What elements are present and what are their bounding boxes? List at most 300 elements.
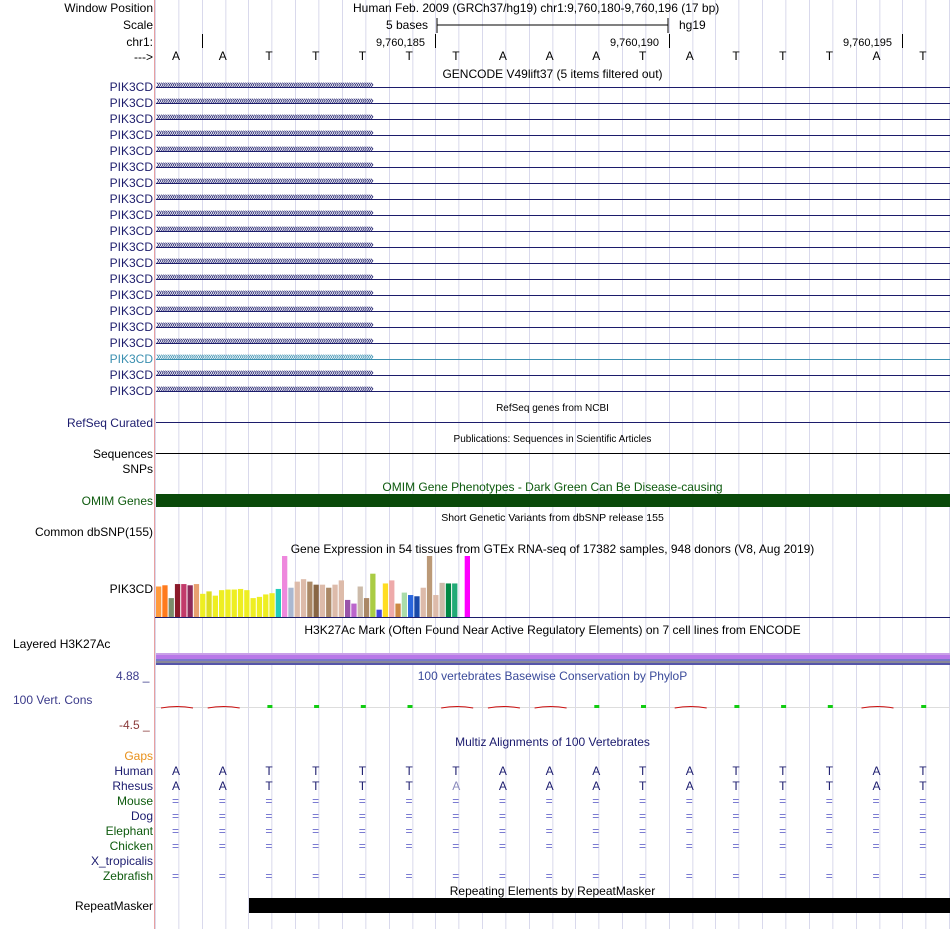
base-letter: T [825, 49, 834, 63]
alignment-base: T [312, 764, 320, 778]
gencode-gene-label[interactable]: PIK3CD [109, 80, 153, 94]
strand-arrows: ›››››››››››››››››››››››››››››››››››››››››››››››››››››››››››››››››››››››››››››››››››››››››››››››››››› [156, 208, 373, 219]
alignment-base: = [265, 809, 273, 823]
snps-label[interactable]: SNPs [122, 462, 153, 476]
label-column-separator [154, 0, 155, 929]
refseq-track-label[interactable]: RefSeq Curated [66, 416, 153, 430]
base-letter: T [639, 49, 647, 63]
alignment-base: = [825, 839, 833, 853]
alignment-base: A [685, 779, 694, 793]
base-letter: T [919, 49, 927, 63]
alignment-base: = [498, 824, 506, 838]
alignment-base: = [732, 794, 740, 808]
position-tick-2: 9,760,190 [610, 37, 659, 49]
species-label[interactable]: Elephant [105, 824, 153, 838]
gtex-tissue-bar[interactable] [175, 584, 180, 617]
alignment-base: = [685, 869, 693, 883]
base-letter: T [732, 49, 740, 63]
gencode-track-title: GENCODE V49lift37 (5 items filtered out) [442, 67, 663, 81]
alignment-base: T [405, 779, 413, 793]
gtex-tissue-bar[interactable] [269, 593, 274, 617]
gencode-gene-label[interactable]: PIK3CD [109, 112, 153, 126]
gtex-tissue-bar[interactable] [402, 593, 407, 617]
alignment-base: A [172, 779, 181, 793]
alignment-base: = [825, 794, 833, 808]
gencode-transcript[interactable] [156, 352, 950, 366]
gtex-tissue-bar[interactable] [395, 604, 400, 617]
alignment-base: A [872, 764, 881, 778]
alignment-base: T [732, 764, 740, 778]
alignment-base: = [218, 794, 226, 808]
alignment-base: = [452, 869, 460, 883]
gtex-tissue-bar[interactable] [295, 582, 300, 617]
repeatmasker-track-label[interactable]: RepeatMasker [74, 899, 153, 913]
alignment-base: = [872, 869, 880, 883]
alignment-base: = [265, 824, 273, 838]
gtex-tissue-bar[interactable] [414, 596, 419, 617]
gtex-tissue-bar[interactable] [389, 580, 394, 617]
alignment-base: = [172, 869, 180, 883]
alignment-base: = [218, 824, 226, 838]
gencode-gene-label[interactable]: PIK3CD [109, 352, 153, 366]
alignment-base: T [732, 779, 740, 793]
gtex-tissue-bar[interactable] [440, 583, 445, 617]
alignment-base: = [685, 824, 693, 838]
alignment-base: A [545, 779, 554, 793]
gencode-transcript[interactable] [156, 304, 950, 318]
species-label[interactable]: X_tropicalis [90, 854, 153, 868]
gtex-tissue-bar[interactable] [282, 556, 287, 617]
gencode-gene-label[interactable]: PIK3CD [109, 224, 153, 238]
publications-track-label[interactable]: Sequences [92, 447, 153, 461]
alignment-base: = [405, 839, 413, 853]
gencode-transcript[interactable] [156, 320, 950, 334]
phylop-track-label[interactable]: 100 Vert. Cons [13, 693, 93, 707]
base-letter: A [498, 49, 507, 63]
alignment-base: = [545, 824, 553, 838]
alignment-base: = [919, 869, 927, 883]
base-letter: T [779, 49, 787, 63]
alignment-base: = [452, 824, 460, 838]
alignment-base: = [358, 869, 366, 883]
alignment-base: = [592, 794, 600, 808]
phylop-positive-score [594, 705, 599, 708]
gencode-transcript[interactable] [156, 208, 950, 222]
gtex-tissue-bar[interactable] [421, 588, 426, 617]
gtex-tissue-bar[interactable] [427, 556, 432, 617]
alignment-base: = [452, 794, 460, 808]
gtex-tissue-bar[interactable] [251, 598, 256, 617]
scale-text: 5 bases [386, 18, 429, 32]
phylop-positive-score [641, 705, 646, 708]
scale-label: Scale [122, 18, 153, 32]
gtex-tissue-bar[interactable] [301, 579, 306, 617]
alignment-base: = [732, 869, 740, 883]
phylop-positive-score [314, 705, 319, 708]
gtex-tissue-bar[interactable] [188, 585, 193, 617]
publications-track-title: Publications: Sequences in Scientific Articles [453, 434, 652, 445]
refseq-track-title: RefSeq genes from NCBI [496, 403, 609, 414]
base-letter: A [218, 49, 227, 63]
strand-arrows: ›››››››››››››››››››››››››››››››››››››››››››››››››››››››››››››››››››››››››››››››››››››››››››››››››››› [156, 144, 373, 155]
gencode-gene-label[interactable]: PIK3CD [109, 320, 153, 334]
scale-bar [430, 15, 680, 35]
strand-arrows: ›››››››››››››››››››››››››››››››››››››››››››››››››››››››››››››››››››››››››››››››››››››››››››››››››››› [156, 272, 373, 283]
strand-arrows: ›››››››››››››››››››››››››››››››››››››››››››››››››››››››››››››››››››››››››››››››››››››››››››››››››››› [156, 128, 373, 139]
gtex-tissue-bar[interactable] [156, 587, 161, 618]
alignment-base: A [498, 779, 507, 793]
alignment-base: T [265, 764, 273, 778]
alignment-base: = [312, 794, 320, 808]
alignment-base: = [779, 794, 787, 808]
alignment-base: = [732, 809, 740, 823]
h3k27ac-signal[interactable] [156, 653, 950, 665]
omim-track-label[interactable]: OMIM Genes [81, 494, 153, 508]
gtex-tissue-bar[interactable] [465, 556, 470, 617]
phylop-positive-score [267, 705, 272, 708]
alignment-base: = [218, 839, 226, 853]
alignment-base: = [312, 809, 320, 823]
alignment-base: = [265, 794, 273, 808]
alignment-base: = [172, 809, 180, 823]
strand-arrows: ›››››››››››››››››››››››››››››››››››››››››››››››››››››››››››››››››››››››››››››››››››››››››››››››››››› [156, 304, 373, 315]
gencode-transcript[interactable] [156, 256, 950, 270]
phylop-conservation-plot[interactable] [155, 698, 950, 716]
gtex-tissue-bar[interactable] [364, 598, 369, 617]
repeatmasker-track-title: Repeating Elements by RepeatMasker [449, 884, 656, 898]
gtex-track-title: Gene Expression in 54 tissues from GTEx RNA-seq of 17382 samples, 948 donors (V8, Aug 2019) [290, 542, 815, 556]
multiz-track-title: Multiz Alignments of 100 Vertebrates [455, 735, 650, 749]
gencode-gene-label[interactable]: PIK3CD [109, 192, 153, 206]
base-letter: T [265, 49, 273, 63]
gencode-transcript[interactable] [156, 336, 950, 350]
alignment-base: = [312, 824, 320, 838]
gencode-transcript[interactable] [156, 176, 950, 190]
alignment-base: A [452, 779, 461, 793]
gencode-gene-label[interactable]: PIK3CD [109, 240, 153, 254]
alignment-base: T [265, 779, 273, 793]
base-letter: A [545, 49, 554, 63]
gtex-tissue-bar[interactable] [169, 598, 174, 617]
gencode-transcript[interactable] [156, 80, 950, 94]
species-label[interactable]: Mouse [116, 794, 153, 808]
alignment-base: = [545, 869, 553, 883]
alignment-base: A [872, 779, 881, 793]
base-letter: A [872, 49, 881, 63]
alignment-base: = [265, 869, 273, 883]
alignment-base: = [592, 809, 600, 823]
gaps-label: Gaps [124, 749, 153, 763]
gencode-transcript[interactable] [156, 272, 950, 286]
gencode-gene-label[interactable]: PIK3CD [109, 384, 153, 398]
gtex-tissue-bar[interactable] [307, 582, 312, 617]
base-letter: A [592, 49, 601, 63]
publications-line[interactable] [156, 453, 950, 454]
position-tick-3: 9,760,195 [843, 37, 892, 49]
alignment-base: = [639, 869, 647, 883]
gtex-expression-chart[interactable] [155, 556, 950, 619]
alignment-base: T [312, 779, 320, 793]
alignment-base: T [452, 764, 460, 778]
alignment-base: = [545, 839, 553, 853]
strand-arrows: ›››››››››››››››››››››››››››››››››››››››››››››››››››››››››››››››››››››››››››››››››››››››››››››››››››› [156, 160, 373, 171]
alignment-base: = [358, 839, 366, 853]
alignment-base: = [825, 869, 833, 883]
gtex-tissue-bar[interactable] [326, 588, 331, 617]
alignment-base: T [405, 764, 413, 778]
species-label[interactable]: Dog [130, 809, 153, 823]
alignment-base: = [919, 824, 927, 838]
gtex-tissue-bar[interactable] [332, 585, 337, 617]
alignment-base: = [498, 869, 506, 883]
gtex-tissue-bar[interactable] [181, 584, 186, 617]
gtex-tissue-bar[interactable] [276, 589, 281, 617]
gencode-transcript[interactable] [156, 224, 950, 238]
gencode-transcript[interactable] [156, 192, 950, 206]
alignment-base: = [872, 824, 880, 838]
dbsnp-track-label[interactable]: Common dbSNP(155) [34, 525, 153, 539]
h3k27ac-track-title: H3K27Ac Mark (Often Found Near Active Regulatory Elements) on 7 cell lines from ENCODE [304, 623, 801, 637]
gencode-gene-label[interactable]: PIK3CD [109, 336, 153, 350]
alignment-base: A [545, 764, 554, 778]
alignment-base: = [872, 809, 880, 823]
alignment-base: = [405, 824, 413, 838]
alignment-base: = [872, 794, 880, 808]
gtex-tissue-bar[interactable] [408, 595, 413, 617]
repeat-element-bar[interactable] [249, 898, 950, 913]
alignment-base: = [639, 809, 647, 823]
gtex-tissue-bar[interactable] [263, 594, 268, 617]
phylop-positive-score [408, 705, 413, 708]
alignment-base: = [405, 809, 413, 823]
phylop-positive-score [361, 705, 366, 708]
gencode-gene-label[interactable]: PIK3CD [109, 144, 153, 158]
strand-arrows: ›››››››››››››››››››››››››››››››››››››››››››››››››››››››››››››››››››››››››››››››››››››››››››››››››››› [156, 96, 373, 107]
alignment-base: = [779, 809, 787, 823]
gtex-tissue-bar[interactable] [206, 591, 211, 617]
strand-arrows: ›››››››››››››››››››››››››››››››››››››››››››››››››››››››››››››››››››››››››››››››››››››››››››››››››››› [156, 352, 373, 363]
gencode-gene-label[interactable]: PIK3CD [109, 160, 153, 174]
gtex-track-label[interactable]: PIK3CD [109, 582, 153, 596]
gencode-transcript[interactable] [156, 288, 950, 302]
alignment-base: = [358, 809, 366, 823]
alignment-base: = [172, 839, 180, 853]
alignment-base: = [172, 794, 180, 808]
base-letter: A [685, 49, 694, 63]
alignment-base: = [545, 794, 553, 808]
dbsnp-track-title: Short Genetic Variants from dbSNP release 155 [441, 512, 664, 524]
strand-arrows: ›››››››››››››››››››››››››››››››››››››››››››››››››››››››››››››››››››››››››››››››››››››››››››››››››››› [156, 368, 373, 379]
alignment-base: = [218, 869, 226, 883]
alignment-base: = [825, 809, 833, 823]
strand-arrows: ›››››››››››››››››››››››››››››››››››››››››››››››››››››››››››››››››››››››››››››››››››››››››››››››››››› [156, 224, 373, 235]
alignment-base: = [872, 839, 880, 853]
gtex-tissue-bar[interactable] [219, 590, 224, 617]
strand-arrows: ›››››››››››››››››››››››››››››››››››››››››››››››››››››››››››››››››››››››››››››››››››››››››››››››››››› [156, 80, 373, 91]
gtex-tissue-bar[interactable] [339, 580, 344, 617]
omim-gene-bar[interactable] [156, 494, 950, 507]
base-letter: T [405, 49, 413, 63]
gencode-gene-label[interactable]: PIK3CD [109, 128, 153, 142]
species-label[interactable]: Chicken [109, 839, 153, 853]
alignment-base: T [639, 764, 647, 778]
h3k27ac-track-label[interactable]: Layered H3K27Ac [13, 637, 111, 651]
alignment-base: A [218, 764, 227, 778]
alignment-base: = [405, 794, 413, 808]
alignment-base: T [639, 779, 647, 793]
phylop-positive-score [781, 705, 786, 708]
gtex-tissue-bar[interactable] [225, 590, 230, 617]
strand-arrows: ›››››››››››››››››››››››››››››››››››››››››››››››››››››››››››››››››››››››››››››››››››››››››››››››››››› [156, 240, 373, 251]
gtex-tissue-bar[interactable] [377, 610, 382, 617]
gtex-tissue-bar[interactable] [238, 589, 243, 617]
gtex-tissue-bar[interactable] [244, 590, 249, 617]
base-letter: T [358, 49, 367, 63]
gencode-transcript[interactable] [156, 96, 950, 110]
alignment-base: T [358, 764, 367, 778]
alignment-base: = [312, 869, 320, 883]
alignment-base: = [639, 794, 647, 808]
db-text: hg19 [679, 18, 706, 32]
alignment-base: = [779, 839, 787, 853]
alignment-base: = [919, 839, 927, 853]
strand-arrows: ›››››››››››››››››››››››››››››››››››››››››››››››››››››››››››››››››››››››››››››››››››››››››››››››››››› [156, 288, 373, 299]
alignment-base: = [779, 824, 787, 838]
strand-arrows: ›››››››››››››››››››››››››››››››››››››››››››››››››››››››››››››››››››››››››››››››››››››››››››››››››››› [156, 384, 373, 395]
gtex-tissue-bar[interactable] [358, 587, 363, 618]
refseq-line[interactable] [156, 422, 950, 423]
alignment-base: = [919, 794, 927, 808]
alignment-base: = [592, 824, 600, 838]
gencode-transcript[interactable] [156, 144, 950, 158]
gtex-tissue-bar[interactable] [232, 590, 237, 617]
chrom-label: chr1: [126, 35, 153, 49]
species-label[interactable]: Rhesus [112, 779, 153, 793]
species-label[interactable]: Zebrafish [102, 869, 153, 883]
alignment-base: = [545, 809, 553, 823]
phylop-max-label: 4.88 _ [116, 669, 150, 683]
gtex-tissue-bar[interactable] [452, 583, 457, 617]
phylop-positive-score [921, 705, 926, 708]
alignment-base: = [358, 824, 366, 838]
gencode-transcript[interactable] [156, 240, 950, 254]
alignment-base: = [685, 809, 693, 823]
alignment-base: = [498, 794, 506, 808]
gtex-tissue-bar[interactable] [200, 594, 205, 617]
gencode-gene-label[interactable]: PIK3CD [109, 304, 153, 318]
gtex-tissue-bar[interactable] [351, 604, 356, 617]
strand-arrows: ›››››››››››››››››››››››››››››››››››››››››››››››››››››››››››››››››››››››››››››››››››››››››››››››››››› [156, 320, 373, 331]
gencode-transcript[interactable] [156, 160, 950, 174]
gtex-tissue-bar[interactable] [433, 595, 438, 617]
alignment-base: = [172, 824, 180, 838]
alignment-base: = [639, 824, 647, 838]
phylop-positive-score [828, 705, 833, 708]
gencode-gene-label[interactable]: PIK3CD [109, 288, 153, 302]
h3k27ac-layer [156, 663, 950, 665]
omim-track-title: OMIM Gene Phenotypes - Dark Green Can Be Disease-causing [382, 480, 723, 494]
alignment-base: = [732, 824, 740, 838]
gtex-tissue-bar[interactable] [383, 583, 388, 617]
position-tick-1: 9,760,185 [376, 37, 425, 49]
strand-arrows: ›››››››››››››››››››››››››››››››››››››››››››››››››››››››››››››››››››››››››››››››››››››››››››››››››››› [156, 336, 373, 347]
gtex-tissue-bar[interactable] [370, 574, 375, 617]
alignment-base: T [779, 764, 787, 778]
gtex-tissue-bar[interactable] [213, 596, 218, 617]
strand-arrows: ›››››››››››››››››››››››››››››››››››››››››››››››››››››››››››››››››››››››››››››››››››››››››››››››››››› [156, 176, 373, 187]
alignment-base: A [685, 764, 694, 778]
gencode-gene-label[interactable]: PIK3CD [109, 368, 153, 382]
gencode-transcript[interactable] [156, 112, 950, 126]
gencode-gene-label[interactable]: PIK3CD [109, 256, 153, 270]
alignment-base: T [919, 764, 927, 778]
alignment-base: = [685, 794, 693, 808]
alignment-base: T [825, 764, 834, 778]
gencode-gene-label[interactable]: PIK3CD [109, 96, 153, 110]
gencode-transcript[interactable] [156, 128, 950, 142]
gtex-tissue-bar[interactable] [314, 585, 319, 617]
alignment-base: A [172, 764, 181, 778]
gtex-tissue-bar[interactable] [446, 583, 451, 617]
window-position-label: Window Position [64, 1, 153, 15]
phylop-track-title: 100 vertebrates Basewise Conservation by PhyloP [417, 669, 688, 683]
gtex-tissue-bar[interactable] [194, 584, 199, 617]
gtex-tissue-bar[interactable] [320, 585, 325, 617]
tick-mark [202, 34, 203, 48]
alignment-base: T [825, 779, 834, 793]
alignment-base: A [218, 779, 227, 793]
alignment-base: A [592, 764, 601, 778]
gencode-gene-label[interactable]: PIK3CD [109, 272, 153, 286]
gencode-gene-label[interactable]: PIK3CD [109, 208, 153, 222]
base-letter: T [452, 49, 460, 63]
species-label[interactable]: Human [114, 764, 153, 778]
alignment-base: = [639, 839, 647, 853]
alignment-base: A [592, 779, 601, 793]
strand-arrows: ›››››››››››››››››››››››››››››››››››››››››››››››››››››››››››››››››››››››››››››››››››››››››››››››››››› [156, 256, 373, 267]
alignment-base: = [452, 809, 460, 823]
base-letter: T [312, 49, 320, 63]
tick-mark [669, 34, 670, 48]
phylop-min-label: -4.5 _ [119, 718, 150, 732]
alignment-base: = [218, 809, 226, 823]
base-letter: A [172, 49, 181, 63]
strand-label: ---> [134, 50, 153, 64]
alignment-base: T [358, 779, 367, 793]
tick-mark [902, 34, 903, 48]
alignment-base: = [498, 809, 506, 823]
alignment-base: = [592, 839, 600, 853]
alignment-base: = [498, 839, 506, 853]
strand-arrows: ›››››››››››››››››››››››››››››››››››››››››››››››››››››››››››››››››››››››››››››››››››››››››››››››››››› [156, 112, 373, 123]
alignment-base: = [685, 839, 693, 853]
alignment-base: = [405, 869, 413, 883]
gencode-transcript[interactable] [156, 384, 950, 398]
gtex-tissue-bar[interactable] [288, 588, 293, 617]
gtex-tissue-bar[interactable] [345, 600, 350, 617]
tick-mark [435, 34, 436, 48]
gencode-gene-label[interactable]: PIK3CD [109, 176, 153, 190]
gtex-tissue-bar[interactable] [257, 597, 262, 617]
assembly-title: Human Feb. 2009 (GRCh37/hg19) chr1:9,760,180-9,760,196 (17 bp) [353, 1, 720, 15]
alignment-base: = [825, 824, 833, 838]
gencode-transcript[interactable] [156, 368, 950, 382]
alignment-base: = [779, 869, 787, 883]
gtex-tissue-bar[interactable] [162, 585, 167, 617]
alignment-base: = [358, 794, 366, 808]
strand-arrows: ›››››››››››››››››››››››››››››››››››››››››››››››››››››››››››››››››››››››››››››››››››››››››››››››››››› [156, 192, 373, 203]
alignment-base: = [452, 839, 460, 853]
